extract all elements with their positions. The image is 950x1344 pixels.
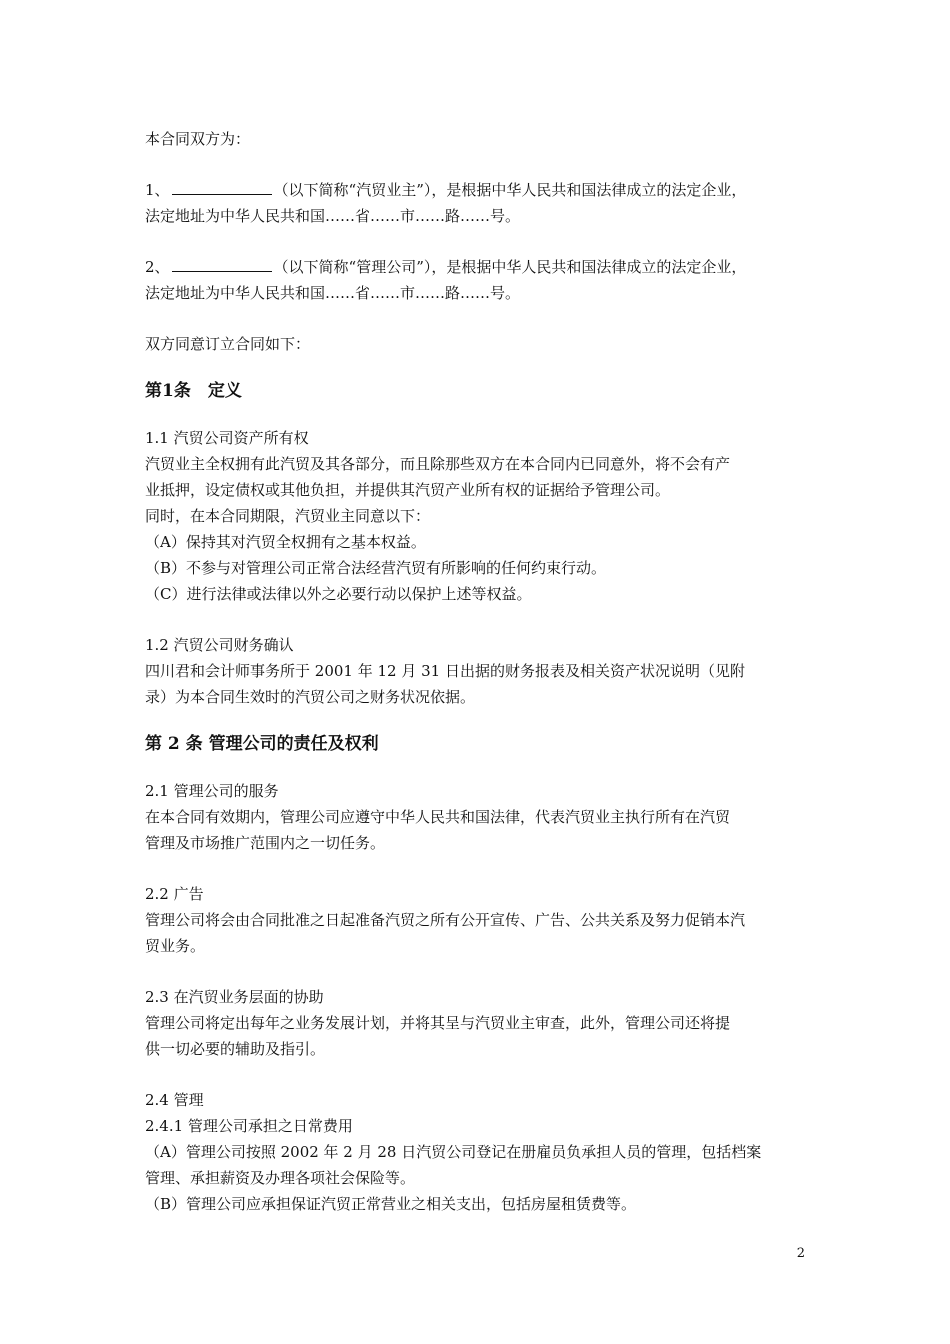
- section-2-1-line: 在本合同有效期内，管理公司应遵守中华人民共和国法律，代表汽贸业主执行所有在汽贸: [145, 808, 731, 826]
- section-1-1-line: （B）不参与对管理公司正常合法经营汽贸有所影响的任何约束行动。: [145, 559, 607, 577]
- party1-text: （以下简称“汽贸业主”），是根据中华人民共和国法律成立的法定企业，: [273, 181, 747, 199]
- section-2-1-title: 2.1 管理公司的服务: [145, 782, 279, 800]
- party1-prefix: 1、: [145, 181, 170, 199]
- party2-text: （以下简称“管理公司”），是根据中华人民共和国法律成立的法定企业，: [273, 258, 747, 276]
- party1-blank: [172, 179, 272, 195]
- section-1-1-line: （A）保持其对汽贸全权拥有之基本权益。: [145, 533, 426, 551]
- party2-blank: [172, 256, 272, 272]
- document-body: [145, 126, 817, 1217]
- section-1-2-title: 1.2 汽贸公司财务确认: [145, 636, 294, 654]
- section-1-1-line: 业抵押，设定债权或其他负担，并提供其汽贸产业所有权的证据给予管理公司。: [145, 481, 671, 499]
- section-1-2-line: 录）为本合同生效时的汽贸公司之财务状况依据。: [145, 688, 476, 706]
- section-1-1-line: 汽贸业主全权拥有此汽贸及其各部分，而且除那些双方在本合同内已同意外，将不会有产: [145, 455, 731, 473]
- section-1-1-line: 同时，在本合同期限，汽贸业主同意以下：: [145, 507, 431, 525]
- page-number: 2: [796, 1246, 805, 1261]
- section-2-1-line: 管理及市场推广范围内之一切任务。: [145, 834, 386, 852]
- section-2-4-line: （B）管理公司应承担保证汽贸正常营业之相关支出，包括房屋租赁费等。: [145, 1195, 637, 1213]
- section-2-4-1-title: 2.4.1 管理公司承担之日常费用: [145, 1117, 353, 1135]
- intro-line: 本合同双方为：: [145, 130, 251, 148]
- section-2-3-line: 供一切必要的辅助及指引。: [145, 1040, 326, 1058]
- section-2-3-line: 管理公司将定出每年之业务发展计划，并将其呈与汽贸业主审查，此外，管理公司还将提: [145, 1014, 731, 1032]
- section-2-2-line: 管理公司将会由合同批准之日起准备汽贸之所有公开宣传、广告、公共关系及努力促销本汽: [145, 911, 746, 929]
- section-1-2-line: 四川君和会计师事务所于 2001 年 12 月 31 日出据的财务报表及相关资产状况说明（见附: [145, 662, 745, 680]
- party2-line2: 法定地址为中华人民共和国……省……市……路……号。: [145, 284, 521, 302]
- section-1-1-line: （C）进行法律或法律以外之必要行动以保护上述等权益。: [145, 585, 532, 603]
- section-2-3-title: 2.3 在汽贸业务层面的协助: [145, 988, 324, 1006]
- section-2-2-line: 贸业务。: [145, 937, 206, 955]
- party2-line1: [145, 254, 817, 280]
- section-2-4-title: 2.4 管理: [145, 1091, 204, 1109]
- section-2-4-line: （A）管理公司按照 2002 年 2 月 28 日汽贸公司登记在册雇员负承担人员的管理，包括档案: [145, 1143, 762, 1161]
- section-1-1-title: 1.1 汽贸公司资产所有权: [145, 429, 309, 447]
- party1-line2: 法定地址为中华人民共和国……省……市……路……号。: [145, 207, 521, 225]
- section-2-2-title: 2.2 广告: [145, 885, 204, 903]
- party1-line1: [145, 177, 817, 203]
- section-2-4-line: 管理、承担薪资及办理各项社会保险等。: [145, 1169, 416, 1187]
- agree-line: 双方同意订立合同如下：: [145, 335, 311, 353]
- party2-prefix: 2、: [145, 258, 170, 276]
- article2-heading: 第 2 条 管理公司的责任及权利: [145, 734, 379, 754]
- article1-heading: 第1条 定义: [145, 381, 242, 401]
